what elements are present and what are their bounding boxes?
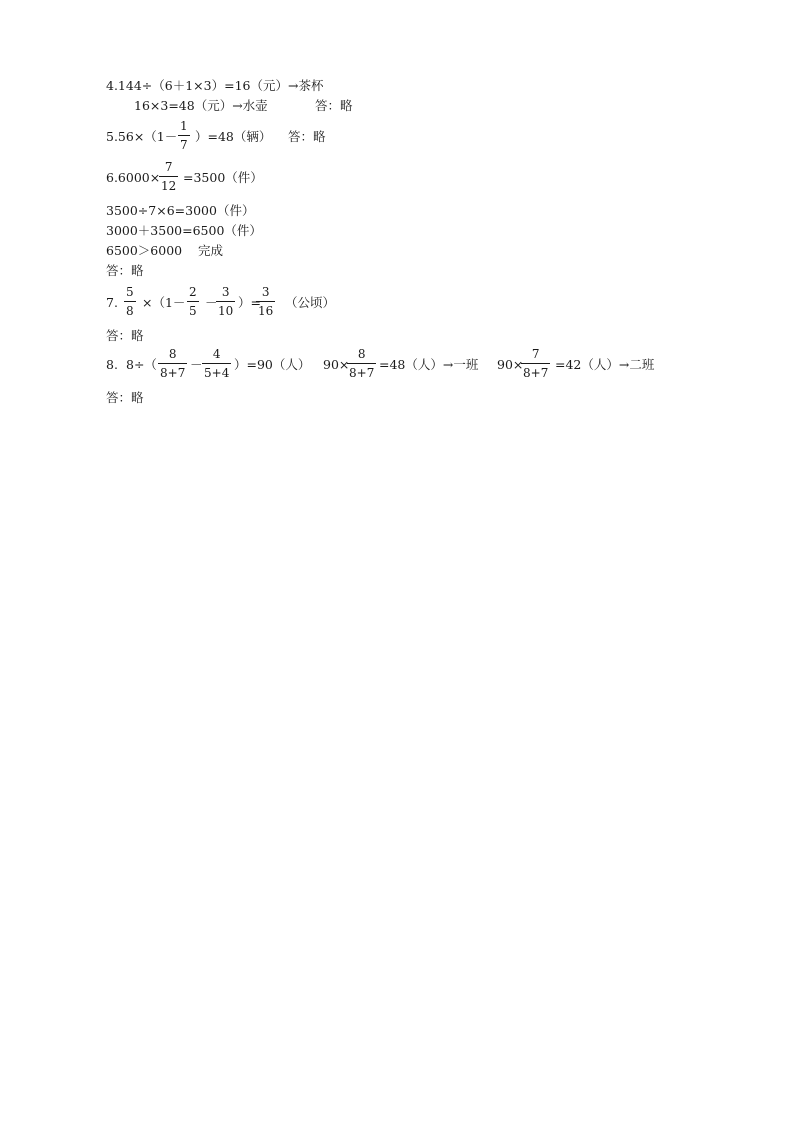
q6-line4: 6500＞6000	[106, 243, 183, 258]
fraction-bar	[202, 363, 231, 364]
q8-op1: －	[190, 357, 203, 372]
q6-line2: 3500÷7×6=3000（件）	[106, 203, 255, 218]
q6-fraction	[159, 160, 178, 193]
q7-frac4-den: 16	[258, 304, 274, 318]
q7-answer: 答：略	[106, 328, 144, 343]
q6-frac-den: 12	[161, 179, 177, 193]
q8-frac3-den: 8+7	[349, 366, 375, 380]
q5-frac-den: 7	[180, 138, 188, 152]
q6-line3: 3000＋3500=6500（件）	[106, 223, 262, 238]
fraction-bar	[159, 176, 178, 177]
q7-op2: －	[205, 295, 218, 310]
q8-fraction-1	[158, 347, 187, 380]
q8-pre1: 8÷（	[126, 357, 157, 372]
fraction-bar	[216, 301, 235, 302]
q7-frac3-num: 3	[221, 285, 230, 299]
q6-frac-num: 7	[164, 160, 173, 174]
q8-answer: 答：略	[106, 390, 144, 405]
q7-label: 7.	[106, 295, 118, 310]
q4-answer: 答：略	[315, 98, 353, 113]
q7-frac1-den: 8	[126, 304, 134, 318]
q8-post3: =42（人）→二班	[555, 357, 655, 372]
q8-frac4-den: 8+7	[523, 366, 549, 380]
q7-frac2-num: 2	[189, 285, 197, 299]
q5-fraction	[178, 119, 190, 152]
q8-fraction-2	[202, 347, 231, 380]
q8-post2: =48（人）→一班	[379, 357, 479, 372]
q8-pre2: 90×	[323, 357, 350, 372]
fraction-bar	[187, 301, 199, 302]
q8-frac4-num: 7	[531, 347, 540, 361]
fraction-bar	[124, 301, 136, 302]
fraction-bar	[256, 301, 275, 302]
q7-op3: ）=	[238, 295, 261, 310]
q8-frac1-den: 8+7	[160, 366, 186, 380]
q8-fraction-3	[347, 347, 376, 380]
q7-fraction-3	[216, 285, 235, 318]
q5-suffix: ）=48（辆）	[195, 129, 272, 144]
q8-frac2-num: 4	[212, 347, 221, 361]
q7-unit: （公顷）	[285, 295, 336, 310]
q8-pre3: 90×	[497, 357, 524, 372]
q8-post1: ）=90（人）	[234, 357, 311, 372]
q6-suffix: =3500（件）	[183, 170, 263, 185]
q5-frac-num: 1	[180, 119, 188, 133]
q5-answer: 答：略	[288, 129, 326, 144]
q7-fraction-2	[187, 285, 199, 318]
q8-fraction-4	[521, 347, 550, 380]
q7-op1: ×（1－	[142, 295, 186, 310]
q4-line2: 16×3=48（元）→水壶	[134, 98, 268, 113]
q7-frac2-den: 5	[189, 304, 197, 318]
q4-line1: 4.144÷（6＋1×3）=16（元）→茶杯	[106, 78, 324, 93]
fraction-bar	[178, 135, 190, 136]
fraction-bar	[521, 363, 550, 364]
q6-line4-result: 完成	[198, 243, 224, 258]
fraction-bar	[347, 363, 376, 364]
q7-fraction-1	[124, 285, 136, 318]
q8-frac1-num: 8	[168, 347, 177, 361]
q7-frac1-num: 5	[126, 285, 134, 299]
q8-frac2-den: 5+4	[204, 366, 230, 380]
q7-fraction-4	[256, 285, 275, 318]
q6-answer: 答：略	[106, 263, 144, 278]
q6-prefix: 6.6000×	[106, 170, 161, 185]
q8-label: 8.	[106, 357, 118, 372]
q5-prefix: 5.56×（1－	[106, 129, 178, 144]
q8-frac3-num: 8	[357, 347, 366, 361]
q7-frac3-den: 10	[218, 304, 234, 318]
q7-frac4-num: 3	[261, 285, 270, 299]
fraction-bar	[158, 363, 187, 364]
